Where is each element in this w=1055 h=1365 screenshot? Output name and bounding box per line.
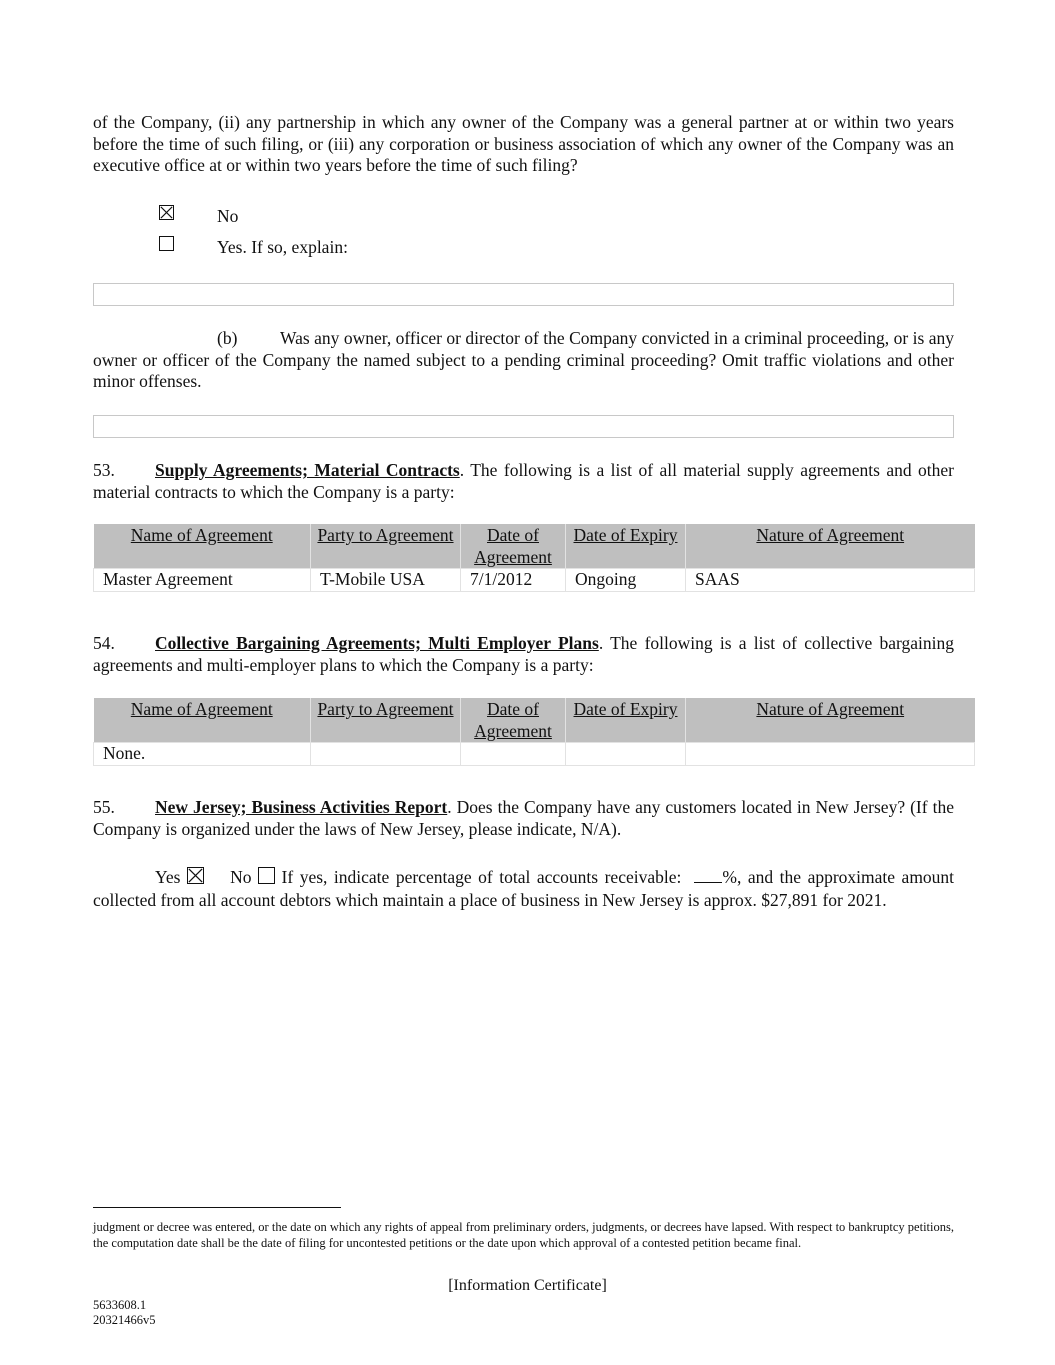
answer-prefix: If yes, indicate percentage of total accounts receivable: (281, 867, 682, 887)
document-version-id: 20321466v5 (93, 1313, 156, 1327)
checkbox-x-icon (160, 206, 173, 219)
item-marker: (b) (217, 328, 238, 348)
section-title: New Jersey; Business Activities Report (155, 797, 448, 817)
table-cell: T-Mobile USA (311, 569, 461, 592)
no-label: No (217, 206, 239, 226)
section-text: . The following is a list of collective bargaining agreements and multi-employer plans to which the Company is a party: (93, 633, 954, 675)
section-title: Supply Agreements; Material Contracts (155, 460, 460, 480)
column-header: Date of Agreement (461, 698, 566, 743)
yes-checkbox[interactable] (159, 236, 174, 251)
section-54-paragraph (93, 633, 954, 676)
criminal-question-paragraph (93, 328, 954, 393)
nj-yes-checkbox[interactable] (187, 867, 204, 884)
column-header: Name of Agreement (94, 698, 311, 743)
new-jersey-answer-paragraph (93, 866, 954, 912)
no-label: No (230, 867, 252, 887)
column-header: Date of Expiry (566, 524, 686, 569)
section-title: Collective Bargaining Agreements; Multi Employer Plans (155, 633, 599, 653)
criminal-answer-box[interactable] (93, 415, 954, 438)
section-number: 55. (93, 797, 115, 817)
checkbox-x-icon (188, 868, 203, 883)
table-cell: Ongoing (566, 569, 686, 592)
column-header: Party to Agreement (311, 524, 461, 569)
yes-label: Yes (155, 867, 181, 887)
yes-label: Yes. If so, explain: (217, 237, 348, 257)
table-cell: None. (94, 743, 311, 766)
table-cell (686, 743, 975, 766)
criminal-question-text: Was any owner, officer or director of the Company convicted in a criminal proceeding, or is any owner or officer of the Company the named subject to a pending criminal proceeding? Omit traffic violations and other minor offenses. (93, 328, 954, 392)
nj-no-checkbox[interactable] (258, 867, 275, 884)
column-header: Nature of Agreement (686, 524, 975, 569)
supply-agreements-table (93, 524, 975, 592)
table-cell (461, 743, 566, 766)
column-header: Party to Agreement (311, 698, 461, 743)
section-53-paragraph (93, 460, 954, 503)
column-header: Date of Agreement (461, 524, 566, 569)
document-id: 5633608.1 (93, 1298, 147, 1312)
table-cell: 7/1/2012 (461, 569, 566, 592)
footer-title: [Information Certificate] (448, 1277, 607, 1294)
column-header: Date of Expiry (566, 698, 686, 743)
bargaining-agreements-table (93, 698, 975, 766)
table-cell (311, 743, 461, 766)
table-header-row (94, 524, 975, 569)
section-text: . The following is a list of all material supply agreements and other material contracts to which the Company is a party: (93, 460, 954, 502)
footnote-text: judgment or decree was entered, or the date on which any rights of appeal from preliminary orders, judgments, or decrees have lapsed. With respect to bankruptcy petitions, the computation date shall be the date of filing for uncontested petitions or the date upon which approval of a contested petition became final. (93, 1220, 954, 1250)
footnote-divider (93, 1207, 341, 1208)
column-header: Name of Agreement (94, 524, 311, 569)
table-cell: Master Agreement (94, 569, 311, 592)
section-text: . Does the Company have any customers located in New Jersey? (If the Company is organized under the laws of New Jersey, please indicate, N/A). (93, 797, 954, 839)
column-header: Nature of Agreement (686, 698, 975, 743)
explain-input-box[interactable] (93, 283, 954, 306)
intro-paragraph: of the Company, (ii) any partnership in which any owner of the Company was a general partner at or within two years before the time of such filing, or (iii) any corporation or business association of which any owner of the Company was an executive office at or within two years before the time of such filing? (93, 112, 954, 176)
table-header-row (94, 698, 975, 743)
percentage-blank[interactable] (694, 868, 722, 883)
section-number: 54. (93, 633, 115, 653)
answer-rest: %, and the approximate amount collected from all account debtors which maintain a place of business in New Jersey is approx. $27,891 for 2021. (93, 867, 955, 910)
table-cell: SAAS (686, 569, 975, 592)
table-row (94, 569, 975, 592)
section-55-paragraph (93, 797, 954, 840)
table-row (94, 743, 975, 766)
section-number: 53. (93, 460, 115, 480)
no-checkbox[interactable] (159, 205, 174, 220)
table-cell (566, 743, 686, 766)
